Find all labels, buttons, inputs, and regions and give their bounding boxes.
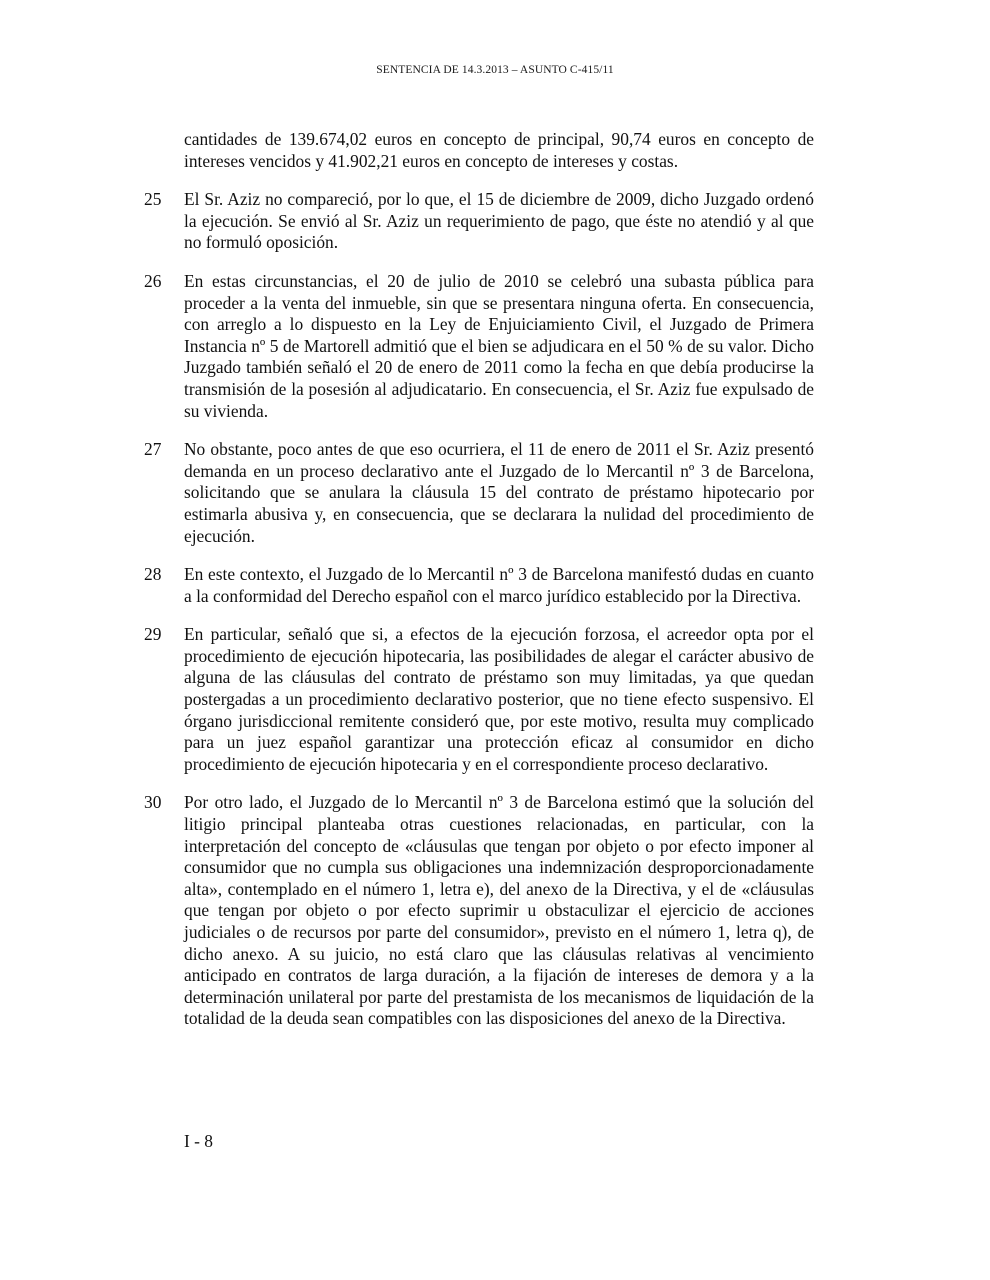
paragraph-text: En estas circunstancias, el 20 de julio de 2010 se celebró una subasta pública para proceder a la venta del inmueble, sin que se presentara ninguna oferta. En consecuencia, con arreglo a lo dispuesto en la Ley de Enjuiciamiento Civil, el Juzgado de Primera Instancia nº 5 de Martorell admitió que el bien se adjudicara en el 50 % de su valor. Dicho Juzgado también señaló el 20 de enero de 2011 como la fecha en que debía producirse la transmisión de la posesión al adjudicatario. En consecuencia, el Sr. Aziz fue expulsado de su vivienda. bbox=[184, 270, 814, 421]
paragraph-number: 29 bbox=[144, 624, 162, 645]
running-header: SENTENCIA DE 14.3.2013 – ASUNTO C-415/11 bbox=[376, 64, 614, 76]
paragraph-26 bbox=[144, 271, 814, 422]
document-body bbox=[144, 129, 814, 1047]
paragraph-number: 26 bbox=[144, 270, 162, 291]
paragraph-29 bbox=[144, 624, 814, 775]
paragraph-number: 30 bbox=[144, 792, 162, 813]
paragraph-text: El Sr. Aziz no compareció, por lo que, el 15 de diciembre de 2009, dicho Juzgado ordenó la ejecución. Se envió al Sr. Aziz un requerimiento de pago, que éste no atendió y al que no formuló oposición. bbox=[184, 189, 814, 253]
paragraph-text: En este contexto, el Juzgado de lo Mercantil nº 3 de Barcelona manifestó dudas en cuanto a la conformidad del Derecho español con el marco jurídico establecido por la Directiva. bbox=[184, 564, 814, 606]
paragraph-30 bbox=[144, 792, 814, 1030]
paragraph-continuation bbox=[144, 129, 814, 172]
paragraph-number: 27 bbox=[144, 439, 162, 460]
paragraph-number: 25 bbox=[144, 189, 162, 210]
page-number: I - 8 bbox=[184, 1131, 213, 1151]
paragraph-text: No obstante, poco antes de que eso ocurriera, el 11 de enero de 2011 el Sr. Aziz presentó demanda en un proceso declarativo ante el Juzgado de lo Mercantil nº 3 de Barcelona, solicitando que se anulara la cláusula 15 del contrato de préstamo hipotecario por estimarla abusiva y, en consecuencia, que se declarara la nulidad del procedimiento de ejecución. bbox=[184, 439, 814, 546]
paragraph-28 bbox=[144, 564, 814, 607]
paragraph-27 bbox=[144, 439, 814, 547]
paragraph-text: Por otro lado, el Juzgado de lo Mercantil nº 3 de Barcelona estimó que la solución del litigio principal planteaba otras cuestiones relacionadas, en particular, con la interpretación del concepto de «cláusulas que tengan por objeto o por efecto imponer al consumidor que no cumpla sus obligaciones una indemnización desproporcionadamente alta», contemplado en el número 1, letra e), del anexo de la Directiva, y el de «cláusulas que tengan por objeto o por efecto suprimir u obstaculizar el ejercicio de acciones judiciales o de recursos por parte del consumidor», previsto en el número 1, letra q), de dicho anexo. A su juicio, no está claro que las cláusulas relativas al vencimiento anticipado en contratos de larga duración, a la fijación de intereses de demora y a la determinación unilateral por parte del prestamista de los mecanismos de liquidación de la totalidad de la deuda sean compatibles con las disposiciones del anexo de la Directiva. bbox=[184, 792, 814, 1029]
paragraph-number: 28 bbox=[144, 564, 162, 585]
paragraph-text: En particular, señaló que si, a efectos de la ejecución forzosa, el acreedor opta por el procedimiento de ejecución hipotecaria, las posibilidades de alegar el carácter abusivo de alguna de las cláusulas del contrato de préstamo son muy limitadas, ya que quedan postergadas a un procedimiento declarativo posterior, que no tiene efecto suspensivo. El órgano jurisdiccional remitente consideró que, por este motivo, resulta muy complicado para un juez español garantizar una protección eficaz al consumidor en dicho procedimiento de ejecución hipotecaria y en el correspondiente proceso declarativo. bbox=[184, 624, 814, 774]
paragraph-text: cantidades de 139.674,02 euros en concepto de principal, 90,74 euros en concepto de intereses vencidos y 41.902,21 euros en concepto de intereses y costas. bbox=[184, 129, 814, 171]
paragraph-25 bbox=[144, 189, 814, 254]
